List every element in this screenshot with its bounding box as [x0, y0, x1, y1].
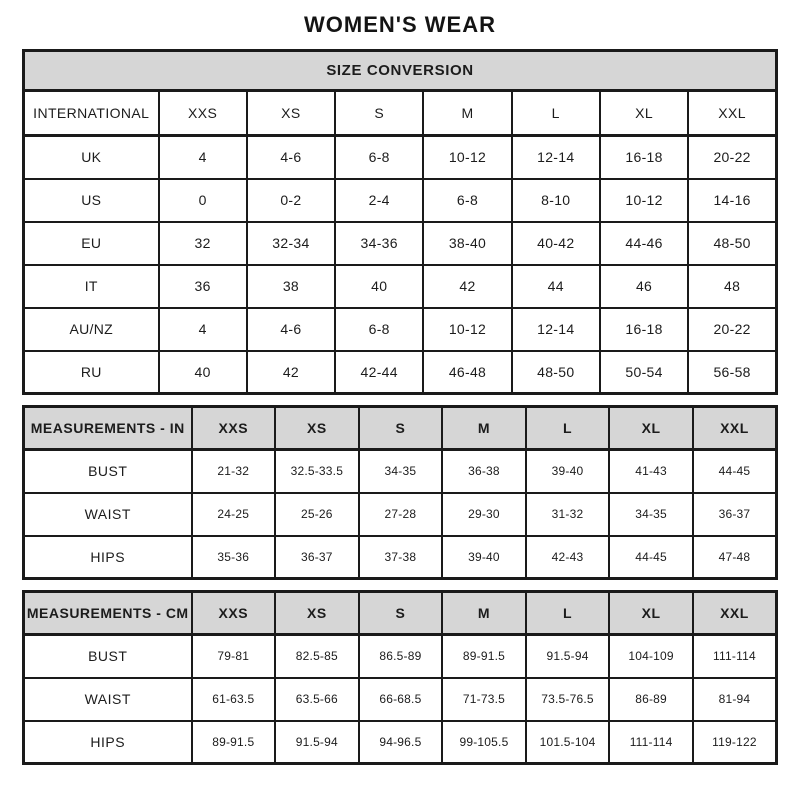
value-cell: 38-40 [423, 222, 511, 265]
value-cell: 29-30 [442, 493, 526, 536]
table-row [24, 721, 777, 764]
size-column-label: XL [609, 592, 693, 635]
value-cell: 16-18 [600, 136, 688, 179]
value-cell: 2-4 [335, 179, 423, 222]
value-cell: 6-8 [423, 179, 511, 222]
value-cell: 99-105.5 [442, 721, 526, 764]
value-cell: 44-45 [693, 450, 777, 493]
value-cell: 111-114 [609, 721, 693, 764]
value-cell: 20-22 [688, 136, 776, 179]
table-row [24, 136, 777, 179]
value-cell: 4 [159, 308, 247, 351]
table-row [24, 536, 777, 579]
size-column-label: XXL [693, 407, 777, 450]
row-label: BUST [24, 450, 192, 493]
size-conversion-title: SIZE CONVERSION [24, 51, 777, 91]
value-cell: 42 [423, 265, 511, 308]
row-label: AU/NZ [24, 308, 159, 351]
value-cell: 71-73.5 [442, 678, 526, 721]
value-cell: 56-58 [688, 351, 776, 394]
table-gap [22, 580, 778, 590]
row-label: UK [24, 136, 159, 179]
table-row [24, 222, 777, 265]
size-column-label: XXL [693, 592, 777, 635]
size-column-label: XXS [192, 407, 276, 450]
measurements-in-body [24, 450, 777, 579]
value-cell: 119-122 [693, 721, 777, 764]
size-column-label: XXS [159, 91, 247, 136]
value-cell: 42-43 [526, 536, 610, 579]
value-cell: 44-46 [600, 222, 688, 265]
value-cell: 12-14 [512, 136, 600, 179]
value-cell: 0-2 [247, 179, 335, 222]
table-row [24, 493, 777, 536]
size-column-label: M [423, 91, 511, 136]
value-cell: 48-50 [688, 222, 776, 265]
value-cell: 32-34 [247, 222, 335, 265]
value-cell: 4-6 [247, 308, 335, 351]
row-label: HIPS [24, 536, 192, 579]
row-label: BUST [24, 635, 192, 678]
size-conversion-body [24, 91, 777, 394]
size-column-label: XS [275, 407, 359, 450]
measurements-title: MEASUREMENTS - IN [24, 407, 192, 450]
value-cell: 91.5-94 [275, 721, 359, 764]
table-row [24, 351, 777, 394]
measurements-title: MEASUREMENTS - CM [24, 592, 192, 635]
row-label: WAIST [24, 678, 192, 721]
value-cell: 48-50 [512, 351, 600, 394]
value-cell: 36-37 [275, 536, 359, 579]
value-cell: 34-35 [609, 493, 693, 536]
size-column-label: XL [609, 407, 693, 450]
value-cell: 86-89 [609, 678, 693, 721]
region-column-label: INTERNATIONAL [24, 91, 159, 136]
row-label: IT [24, 265, 159, 308]
value-cell: 25-26 [275, 493, 359, 536]
value-cell: 47-48 [693, 536, 777, 579]
size-column-label: L [526, 407, 610, 450]
value-cell: 79-81 [192, 635, 276, 678]
value-cell: 35-36 [192, 536, 276, 579]
value-cell: 6-8 [335, 308, 423, 351]
value-cell: 0 [159, 179, 247, 222]
value-cell: 104-109 [609, 635, 693, 678]
value-cell: 8-10 [512, 179, 600, 222]
value-cell: 34-36 [335, 222, 423, 265]
value-cell: 61-63.5 [192, 678, 276, 721]
value-cell: 89-91.5 [192, 721, 276, 764]
size-column-label: M [442, 407, 526, 450]
table-row [24, 179, 777, 222]
size-column-label: XXS [192, 592, 276, 635]
size-column-label: L [526, 592, 610, 635]
value-cell: 39-40 [526, 450, 610, 493]
value-cell: 4 [159, 136, 247, 179]
value-cell: 42-44 [335, 351, 423, 394]
measurements-cm-table [22, 590, 778, 765]
value-cell: 86.5-89 [359, 635, 443, 678]
value-cell: 32.5-33.5 [275, 450, 359, 493]
value-cell: 44 [512, 265, 600, 308]
value-cell: 46 [600, 265, 688, 308]
size-column-label: S [335, 91, 423, 136]
value-cell: 27-28 [359, 493, 443, 536]
row-label: WAIST [24, 493, 192, 536]
row-label: HIPS [24, 721, 192, 764]
table-gap [22, 395, 778, 405]
table-row [24, 308, 777, 351]
size-columns-row [24, 91, 777, 136]
row-label: RU [24, 351, 159, 394]
value-cell: 89-91.5 [442, 635, 526, 678]
value-cell: 48 [688, 265, 776, 308]
value-cell: 39-40 [442, 536, 526, 579]
value-cell: 6-8 [335, 136, 423, 179]
value-cell: 4-6 [247, 136, 335, 179]
value-cell: 81-94 [693, 678, 777, 721]
value-cell: 50-54 [600, 351, 688, 394]
value-cell: 37-38 [359, 536, 443, 579]
size-column-label: M [442, 592, 526, 635]
value-cell: 31-32 [526, 493, 610, 536]
value-cell: 46-48 [423, 351, 511, 394]
value-cell: 36-37 [693, 493, 777, 536]
row-label: US [24, 179, 159, 222]
value-cell: 40-42 [512, 222, 600, 265]
value-cell: 24-25 [192, 493, 276, 536]
value-cell: 32 [159, 222, 247, 265]
size-column-label: L [512, 91, 600, 136]
value-cell: 73.5-76.5 [526, 678, 610, 721]
value-cell: 36-38 [442, 450, 526, 493]
row-label: EU [24, 222, 159, 265]
value-cell: 34-35 [359, 450, 443, 493]
value-cell: 66-68.5 [359, 678, 443, 721]
size-column-label: S [359, 407, 443, 450]
value-cell: 12-14 [512, 308, 600, 351]
value-cell: 10-12 [423, 136, 511, 179]
size-column-label: XL [600, 91, 688, 136]
size-conversion-header-row [24, 51, 777, 91]
measurements-in-table [22, 405, 778, 580]
measurements-cm-header-row [24, 592, 777, 635]
value-cell: 40 [159, 351, 247, 394]
size-column-label: XS [275, 592, 359, 635]
value-cell: 101.5-104 [526, 721, 610, 764]
value-cell: 41-43 [609, 450, 693, 493]
value-cell: 111-114 [693, 635, 777, 678]
table-row [24, 265, 777, 308]
measurements-cm-body [24, 635, 777, 764]
page-title: WOMEN'S WEAR [304, 12, 496, 37]
value-cell: 63.5-66 [275, 678, 359, 721]
value-cell: 16-18 [600, 308, 688, 351]
value-cell: 10-12 [600, 179, 688, 222]
size-conversion-table [22, 49, 778, 395]
table-row [24, 678, 777, 721]
value-cell: 36 [159, 265, 247, 308]
table-row [24, 450, 777, 493]
value-cell: 10-12 [423, 308, 511, 351]
value-cell: 20-22 [688, 308, 776, 351]
size-column-label: XS [247, 91, 335, 136]
value-cell: 14-16 [688, 179, 776, 222]
size-column-label: S [359, 592, 443, 635]
value-cell: 40 [335, 265, 423, 308]
table-row [24, 635, 777, 678]
value-cell: 21-32 [192, 450, 276, 493]
value-cell: 44-45 [609, 536, 693, 579]
value-cell: 91.5-94 [526, 635, 610, 678]
value-cell: 38 [247, 265, 335, 308]
value-cell: 82.5-85 [275, 635, 359, 678]
value-cell: 94-96.5 [359, 721, 443, 764]
measurements-in-header-row [24, 407, 777, 450]
value-cell: 42 [247, 351, 335, 394]
size-column-label: XXL [688, 91, 776, 136]
